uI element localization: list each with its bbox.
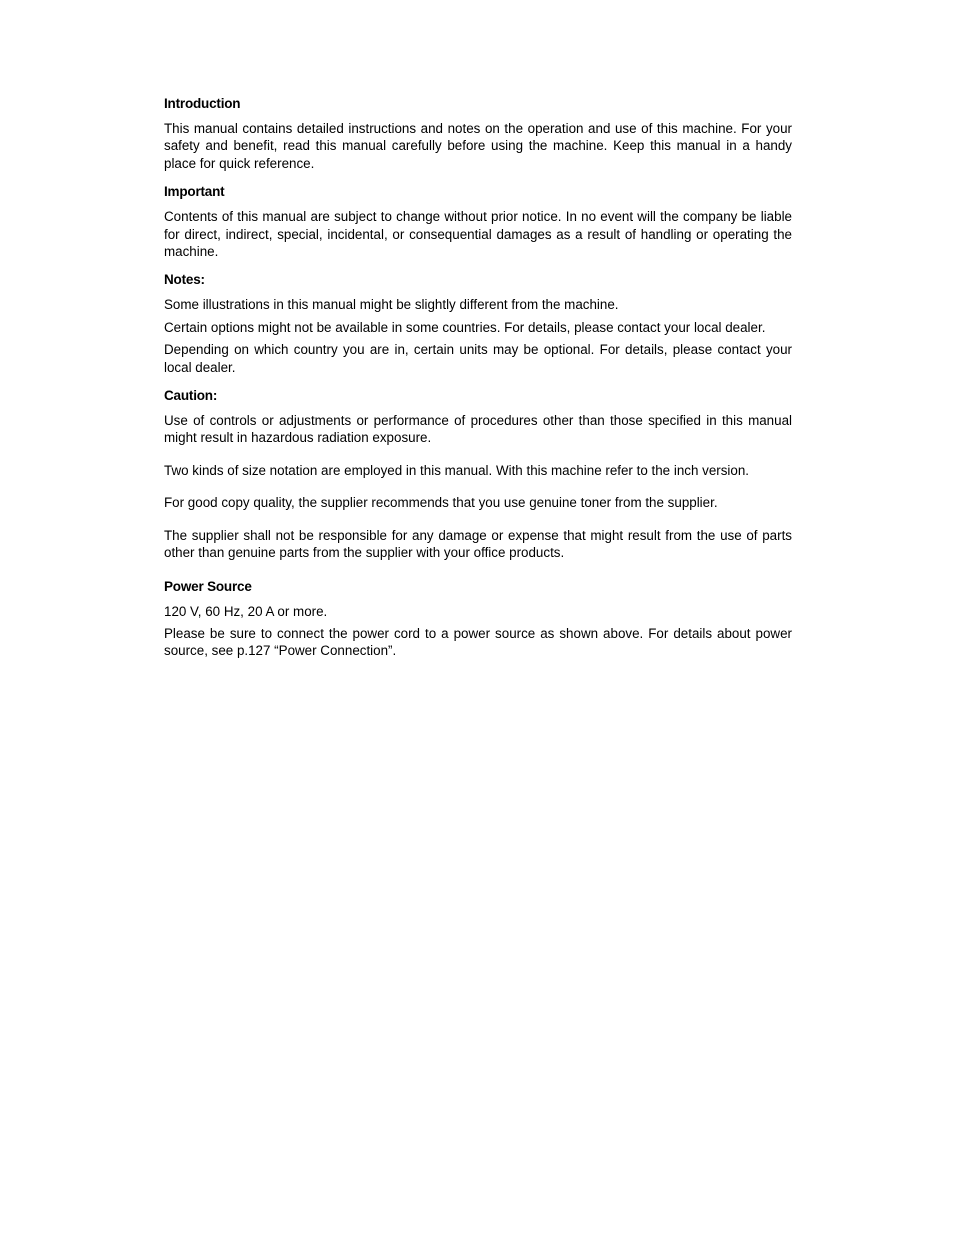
document-page	[164, 95, 792, 671]
paragraph: Two kinds of size notation are employed in this manual. With this machine refer to the inch version.	[164, 462, 750, 478]
paragraph: Contents of this manual are subject to change without prior notice. In no event will the company be liable for direct, indirect, special, incidental, or consequential damages as a result of handling or operating the machine.	[164, 209, 792, 260]
paragraph: This manual contains detailed instructions and notes on the operation and use of this machine. For your safety and benefit, read this manual carefully before using the machine. Keep this manual in a handy place for quick reference.	[164, 121, 792, 171]
section-power-source	[164, 578, 792, 660]
section-caution	[164, 387, 792, 561]
section-heading: Introduction	[164, 96, 241, 111]
paragraph: For good copy quality, the supplier recommends that you use genuine toner from the supplier.	[164, 495, 718, 511]
paragraph: Depending on which country you are in, certain units may be optional. For details, please contact your local dealer.	[164, 342, 792, 375]
paragraph: Some illustrations in this manual might be slightly different from the machine.	[164, 297, 619, 313]
section-heading: Important	[164, 184, 225, 200]
paragraph: 120 V, 60 Hz, 20 A or more.	[164, 603, 328, 619]
section-introduction	[164, 95, 792, 172]
section-heading: Power Source	[164, 578, 252, 594]
paragraph: Use of controls or adjustments or performance of procedures other than those specified in this manual might result in hazardous radiation exposure.	[164, 413, 792, 446]
section-heading: Caution:	[164, 388, 218, 404]
paragraph: Certain options might not be available in some countries. For details, please contact your local dealer.	[164, 319, 766, 335]
paragraph: Please be sure to connect the power cord to a power source as shown above. For details about power source, see p.127 “Power Connection”.	[164, 625, 792, 659]
section-important	[164, 183, 792, 260]
paragraph: The supplier shall not be responsible for any damage or expense that might result from the use of parts other than genuine parts from the supplier with your office products.	[164, 527, 792, 561]
section-heading: Notes:	[164, 272, 205, 288]
section-notes	[164, 271, 792, 376]
